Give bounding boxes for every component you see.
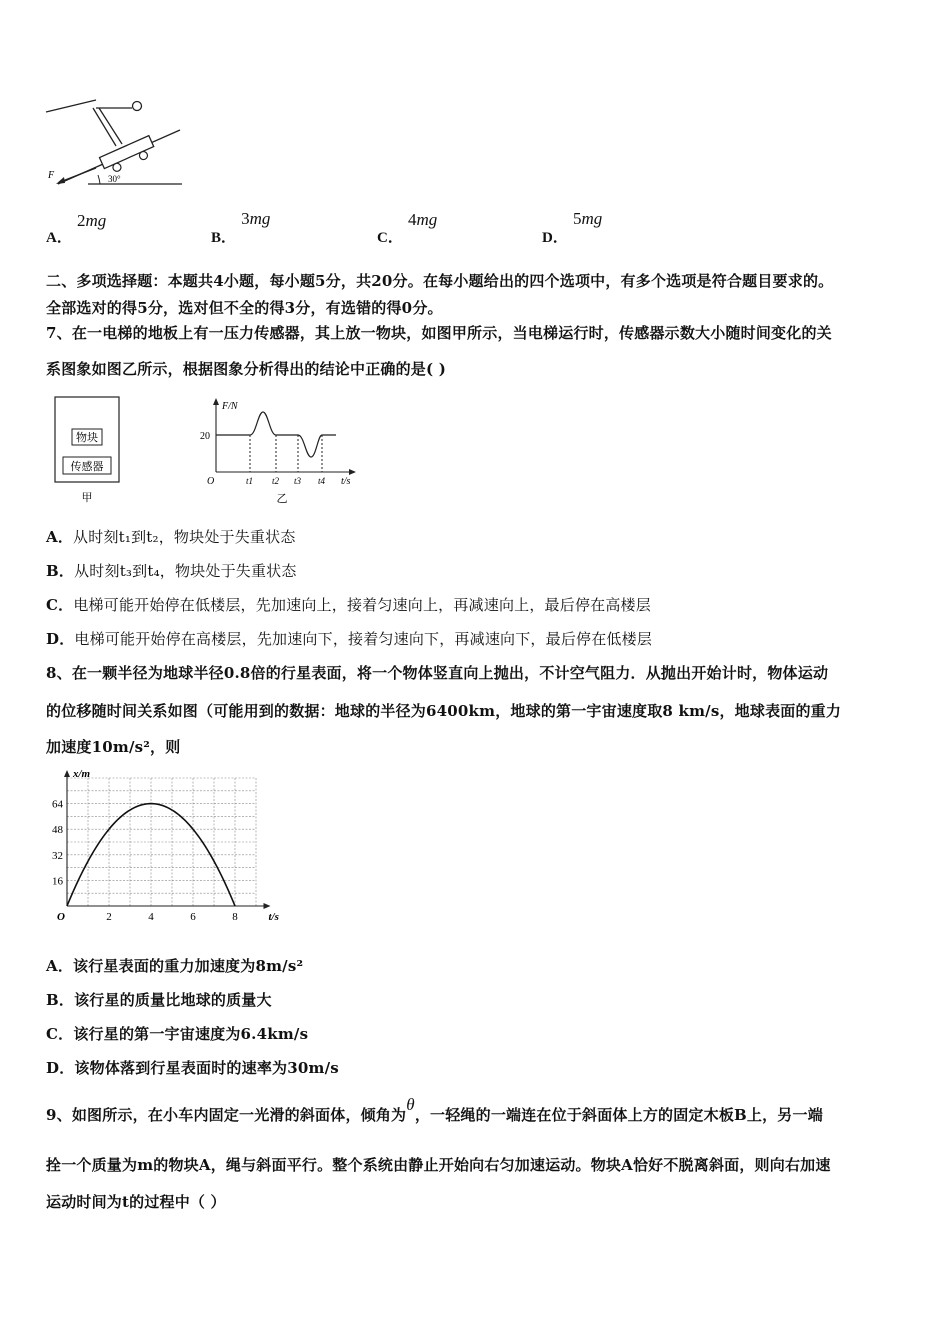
option-expr: 4mg (407, 210, 438, 229)
angle-label: 30° (108, 174, 121, 184)
cart (99, 136, 156, 176)
y-tick-20: 20 (200, 431, 210, 442)
x-axis-arrow (264, 903, 271, 909)
y-axis-label: x/m (73, 768, 91, 780)
pole (93, 108, 116, 146)
q7-option-a[interactable]: A．从时刻t₁到t₂，物块处于失重状态 (46, 528, 296, 546)
option-letter: B． (211, 230, 237, 246)
caption-yi: 乙 (276, 493, 288, 505)
force-label: F (48, 170, 55, 181)
option-expr: 3mg (241, 209, 271, 228)
angle-arc (98, 175, 100, 184)
force-arrow (60, 168, 96, 182)
y-tick-label: 48 (52, 824, 63, 837)
x-axis-label: t/s (268, 911, 279, 923)
x-tick-label: 6 (190, 911, 196, 923)
q7-option-d[interactable]: D．电梯可能开始停在高楼层，先加速向下，接着匀速向下，再减速向下，最后停在低楼层 (46, 630, 653, 648)
section2-line2: 全部选对的得5分，选对但不全的得3分，有选错的得0分。 (46, 299, 443, 317)
q7-figure-yi (196, 396, 361, 508)
q7-stem-line2: 系图象如图乙所示，根据图象分析得出的结论中正确的是( ) (46, 360, 447, 378)
section2-line1: 二、多项选择题：本题共4小题，每小题5分，共20分。在每小题给出的四个选项中，有多个选项是符合题目要求的。 (46, 272, 834, 290)
q7-option-b[interactable]: B．从时刻t₃到t₄，物块处于失重状态 (46, 562, 297, 580)
q7-stem-line1: 7、在一电梯的地板上有一压力传感器，其上放一物块，如图甲所示，当电梯运行时，传感器示数大小随时间变化的关 (46, 324, 832, 342)
force-curve (216, 412, 336, 457)
x-tick-t2: t2 (272, 476, 280, 486)
q7-option-c[interactable]: C．电梯可能开始停在低楼层，先加速向上，接着匀速向上，再减速向上，最后停在高楼层 (46, 596, 651, 614)
origin-label: O (57, 911, 65, 923)
sensor-label: 传感器 (70, 461, 104, 473)
option-letter: A． (46, 230, 72, 246)
option-letter: C． (377, 230, 403, 246)
option-expr: 5mg (572, 209, 603, 228)
pole-2 (99, 108, 122, 144)
y-axis-arrow (64, 770, 70, 777)
q9-stem-line1: 9、如图所示，在小车内固定一光滑的斜面体，倾角为θ，一轻绳的一端连在位于斜面体上方的固定木板B上，另一端 (46, 1095, 823, 1124)
q7-figure-jia (52, 395, 124, 507)
string (46, 100, 96, 112)
q6-option-d[interactable] (542, 208, 603, 246)
q6-incline-figure (44, 96, 189, 191)
y-tick-label: 32 (52, 849, 63, 862)
x-tick-t4: t4 (318, 476, 326, 486)
y-tick-label: 16 (52, 875, 63, 888)
x-tick-t1: t1 (246, 476, 254, 486)
q9-stem-line3: 运动时间为t的过程中（ ） (46, 1193, 226, 1211)
q6-option-c[interactable] (377, 209, 438, 246)
q6-option-b[interactable] (211, 208, 271, 246)
q8-stem-line3: 加速度10m/s²，则 (46, 738, 181, 756)
block-label: 物块 (76, 432, 98, 444)
q8-option-c[interactable]: C．该行星的第一宇宙速度为6.4km/s (46, 1025, 309, 1043)
option-expr: 2mg (76, 211, 107, 230)
q8-displacement-chart (40, 768, 279, 928)
x-label: t/s (341, 476, 351, 487)
q8-option-b[interactable]: B．该行星的质量比地球的质量大 (46, 991, 272, 1009)
q8-option-d[interactable]: D．该物体落到行星表面时的速率为30m/s (46, 1059, 339, 1077)
option-letter: D． (542, 230, 568, 246)
q6-option-a[interactable] (46, 210, 107, 246)
x-tick-t3: t3 (294, 476, 302, 486)
theta-symbol: θ (406, 1095, 415, 1114)
q8-stem-line1: 8、在一颗半径为地球半径0.8倍的行星表面，将一个物体竖直向上抛出，不计空气阻力．从抛出开始计时，物体运动 (46, 664, 829, 682)
y-label: F/N (222, 401, 238, 412)
x-tick-label: 2 (106, 911, 112, 923)
x-tick-label: 8 (232, 911, 238, 923)
caption-jia: 甲 (81, 492, 93, 504)
q8-option-a[interactable]: A．该行星表面的重力加速度为8m/s² (46, 957, 304, 975)
q8-stem-line2: 的位移随时间关系如图（可能用到的数据：地球的半径为6400km，地球的第一宇宙速度取8 km/s，地球表面的重力 (46, 702, 842, 720)
x-tick-label: 4 (148, 911, 154, 923)
q9-stem-line2: 拴一个质量为m的物块A，绳与斜面平行。整个系统由静止开始向右匀加速运动。物块A恰好不脱离斜面，则向右加速 (46, 1156, 831, 1174)
ball (133, 102, 142, 111)
origin-label: O (207, 476, 215, 487)
y-tick-label: 64 (52, 798, 63, 811)
